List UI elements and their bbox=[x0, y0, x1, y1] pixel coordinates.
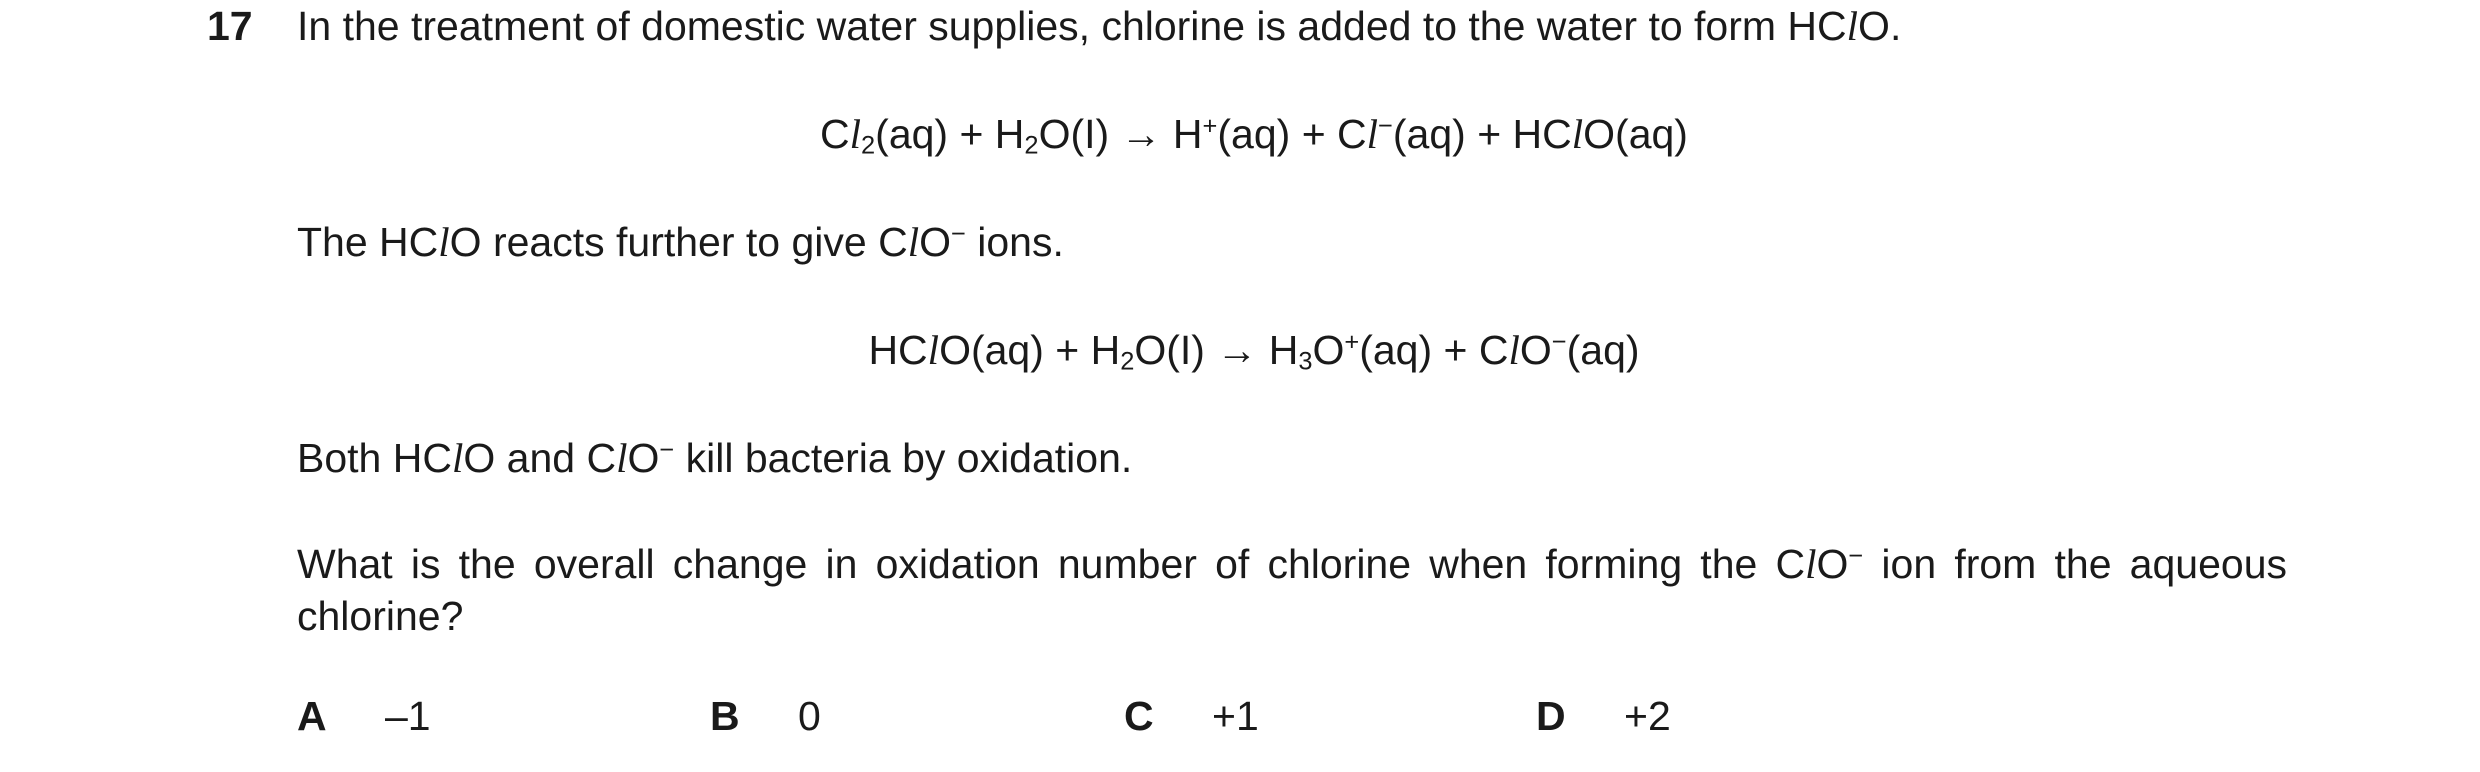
option-d[interactable] bbox=[1536, 690, 1671, 743]
option-value: +2 bbox=[1624, 693, 1671, 739]
question-intro: In the treatment of domestic water supplies, chlorine is added to the water to form HClO. bbox=[297, 3, 1902, 49]
option-value: –1 bbox=[385, 693, 431, 739]
option-value: 0 bbox=[798, 693, 821, 739]
option-b[interactable] bbox=[710, 690, 821, 743]
question-number: 17 bbox=[207, 3, 253, 49]
option-letter: A bbox=[297, 693, 327, 739]
option-letter: B bbox=[710, 693, 740, 739]
option-letter: D bbox=[1536, 693, 1566, 739]
option-c[interactable] bbox=[1124, 690, 1259, 743]
option-a[interactable] bbox=[297, 690, 431, 743]
question-stem: What is the overall change in oxidation number of chlorine when forming the ClO− ion from the aqueous chlorine? bbox=[297, 541, 2287, 640]
option-value: +1 bbox=[1212, 693, 1259, 739]
statement-hclo-reacts: The HClO reacts further to give ClO− ions. bbox=[297, 219, 1064, 265]
equation-chlorine-hydrolysis: $Cl_2(aq) + H_2O(I) \to H^+(aq) + Cl^-(aq)$ + HClO(aq) bbox=[820, 111, 1688, 160]
equation-hclo-dissociation: HClO(aq) + $H_2O(I) \to H_3O^+(aq) + ClO^-(aq)$ bbox=[868, 327, 1640, 376]
option-letter: C bbox=[1124, 693, 1154, 739]
statement-oxidation: Both HClO and ClO− kill bacteria by oxidation. bbox=[297, 435, 1133, 481]
